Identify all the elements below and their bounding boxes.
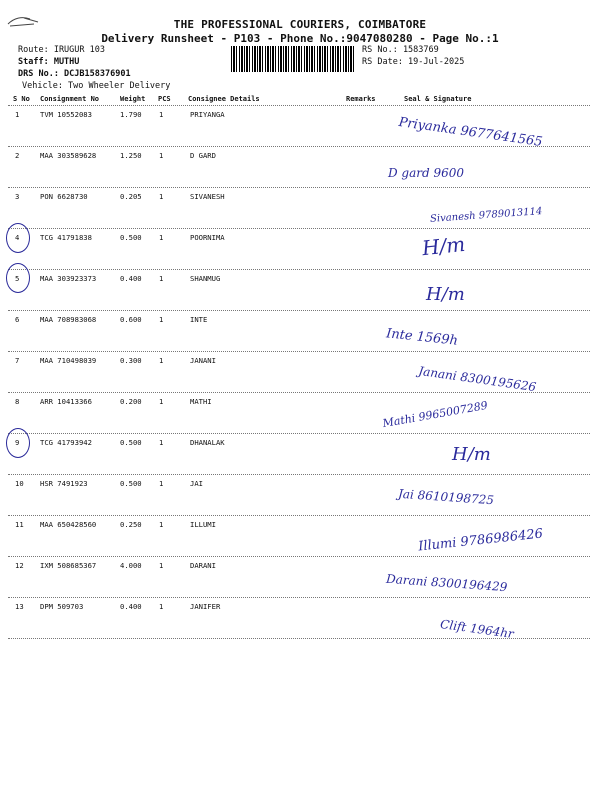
row-sno: 11 (15, 520, 24, 529)
row-sno: 2 (15, 151, 20, 160)
handwritten-signature: Sivanesh 9789013114 (429, 206, 543, 225)
handwritten-signature: H/m (420, 231, 467, 261)
row-divider (8, 433, 590, 434)
route-label: Route: IRUGUR 103 (18, 45, 105, 55)
row-sno: 6 (15, 315, 20, 324)
col-weight: Weight (120, 95, 146, 103)
row-sno: 4 (15, 233, 20, 242)
handwritten-signature: Clift 1964hr (439, 616, 515, 642)
row-consignment: MAA 303589628 (40, 151, 97, 160)
row-weight: 0.500 (120, 233, 142, 242)
row-sno: 8 (15, 397, 20, 406)
row-pcs: 1 (159, 438, 164, 447)
handwritten-signature: Janani 8300195626 (417, 363, 537, 395)
handwritten-signature: H/m (426, 284, 465, 305)
row-pcs: 1 (159, 192, 164, 201)
handwritten-signature: H/m (452, 444, 491, 465)
row-sno: 13 (15, 602, 24, 611)
row-divider (8, 515, 590, 516)
row-consignee: MATHI (190, 397, 212, 406)
row-consignee: JANANI (190, 356, 216, 365)
staff-label: Staff: MUTHU (18, 57, 80, 67)
barcode (231, 46, 355, 72)
row-consignee: JAI (190, 479, 203, 488)
rs-date: RS Date: 19-Jul-2025 (362, 57, 465, 67)
row-consignee: POORNIMA (190, 233, 225, 242)
row-pcs: 1 (159, 602, 164, 611)
row-consignee: DARANI (190, 561, 216, 570)
row-pcs: 1 (159, 397, 164, 406)
row-divider (8, 597, 590, 598)
row-divider (8, 310, 590, 311)
company-title: THE PROFESSIONAL COURIERS, COIMBATORE (173, 18, 427, 31)
row-weight: 0.500 (120, 438, 142, 447)
row-divider (8, 187, 590, 188)
handwritten-signature: Jai 8610198725 (397, 486, 495, 508)
row-weight: 1.250 (120, 151, 142, 160)
row-weight: 0.400 (120, 602, 142, 611)
row-pcs: 1 (159, 110, 164, 119)
runsheet-title: Delivery Runsheet - P103 - Phone No.:9047080280 - Page No.:1 (101, 32, 499, 45)
row-pcs: 1 (159, 520, 164, 529)
row-consignee: JANIFER (190, 602, 221, 611)
row-sno: 5 (15, 274, 20, 283)
row-consignee: ILLUMI (190, 520, 216, 529)
row-weight: 1.790 (120, 110, 142, 119)
row-weight: 4.000 (120, 561, 142, 570)
row-consignment: IXM 508685367 (40, 561, 97, 570)
row-divider (8, 269, 590, 270)
col-consignment: Consignment No (40, 95, 100, 103)
row-consignee: D GARD (190, 151, 216, 160)
row-divider (8, 146, 590, 147)
circle-mark-row-4 (6, 223, 30, 253)
row-consignee: PRIYANGA (190, 110, 225, 119)
row-weight: 0.600 (120, 315, 142, 324)
row-consignment: MAA 650428560 (40, 520, 97, 529)
row-sno: 1 (15, 110, 20, 119)
row-divider (8, 228, 590, 229)
row-consignment: TCG 41793942 (40, 438, 92, 447)
row-weight: 0.500 (120, 479, 142, 488)
handwritten-signature: Priyanka 9677641565 (397, 114, 544, 151)
row-consignee: SHANMUG (190, 274, 221, 283)
row-pcs: 1 (159, 151, 164, 160)
row-consignment: ARR 10413366 (40, 397, 92, 406)
rs-number: RS No.: 1583769 (362, 45, 439, 55)
row-consignee: SIVANESH (190, 192, 225, 201)
handwritten-signature: Mathi 9965007289 (381, 398, 489, 431)
row-sno: 12 (15, 561, 24, 570)
handwritten-signature: D gard 9600 (388, 166, 465, 180)
circle-mark-row-9 (6, 428, 30, 458)
handwritten-signature: Darani 8300196429 (385, 571, 508, 595)
row-consignment: MAA 303923373 (40, 274, 97, 283)
row-sno: 10 (15, 479, 24, 488)
circle-mark-row-5 (6, 263, 30, 293)
col-pcs: PCS (158, 95, 171, 103)
row-sno: 3 (15, 192, 20, 201)
row-weight: 0.300 (120, 356, 142, 365)
row-pcs: 1 (159, 356, 164, 365)
col-remarks: Remarks (346, 95, 376, 103)
row-consignment: MAA 708983068 (40, 315, 97, 324)
row-divider (8, 351, 590, 352)
drs-number: DRS No.: DCJB158376901 (18, 69, 131, 79)
row-divider (8, 392, 590, 393)
handwritten-signature: Inte 1569h (385, 326, 459, 349)
row-pcs: 1 (159, 315, 164, 324)
row-pcs: 1 (159, 479, 164, 488)
row-sno: 7 (15, 356, 20, 365)
row-sno: 9 (15, 438, 20, 447)
row-consignment: PON 6628730 (40, 192, 88, 201)
handwritten-signature: Illumi 9786986426 (417, 526, 544, 555)
row-pcs: 1 (159, 561, 164, 570)
col-sno: S No (13, 95, 30, 103)
row-pcs: 1 (159, 274, 164, 283)
row-consignment: DPM 509703 (40, 602, 84, 611)
row-consignment: HSR 7491923 (40, 479, 88, 488)
row-divider (8, 474, 590, 475)
col-seal-signature: Seal & Signature (404, 95, 472, 103)
row-weight: 0.400 (120, 274, 142, 283)
row-weight: 0.200 (120, 397, 142, 406)
row-weight: 0.205 (120, 192, 142, 201)
row-consignment: TVM 10552083 (40, 110, 92, 119)
header-divider (8, 105, 590, 106)
row-divider (8, 556, 590, 557)
row-consignment: MAA 710498039 (40, 356, 97, 365)
row-weight: 0.250 (120, 520, 142, 529)
row-consignment: TCG 41791838 (40, 233, 92, 242)
row-consignee: INTE (190, 315, 208, 324)
vehicle-label: Vehicle: Two Wheeler Delivery (22, 81, 171, 91)
row-consignee: DHANALAK (190, 438, 225, 447)
row-pcs: 1 (159, 233, 164, 242)
col-consignee: Consignee Details (188, 95, 260, 103)
